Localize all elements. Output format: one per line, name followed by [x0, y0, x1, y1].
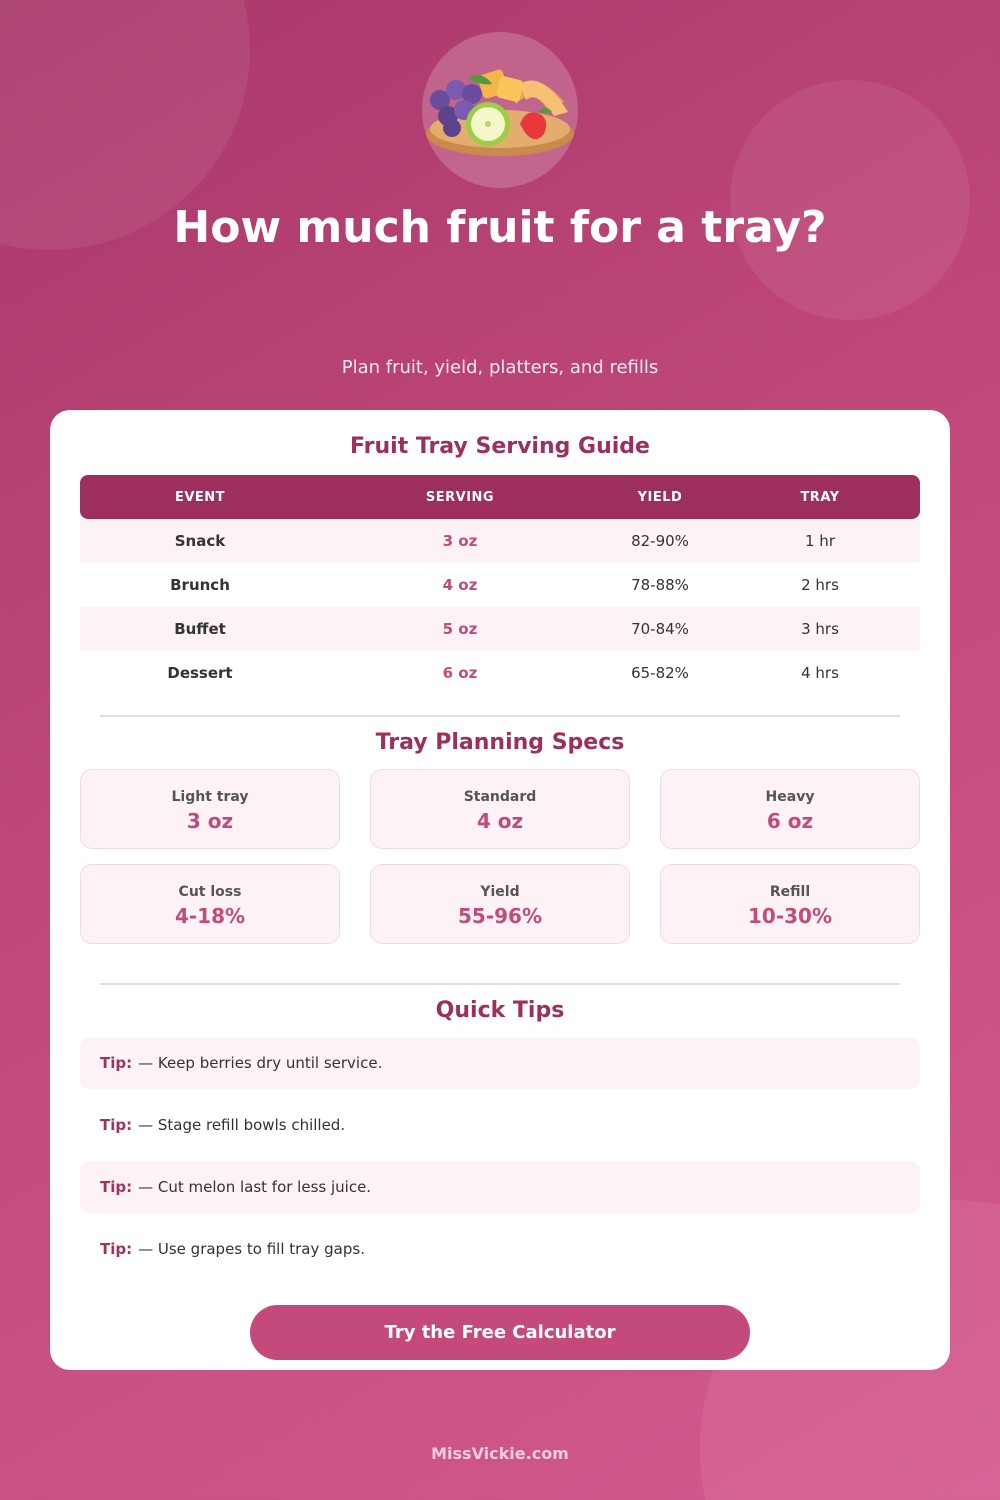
footer-site-link[interactable]: MissVickie.com: [431, 1444, 569, 1463]
tray-cell: 4 hrs: [801, 664, 839, 682]
spec-card-heavy: [660, 769, 920, 849]
page-title: How much fruit for a tray?: [173, 202, 827, 253]
decor-bubble: [730, 80, 970, 320]
spec-label: Yield: [480, 884, 520, 900]
section-divider: [100, 715, 900, 717]
event-cell: Buffet: [174, 620, 226, 638]
page-subtitle: Plan fruit, yield, platters, and refills: [341, 357, 659, 378]
tip-label: Tip:: [100, 1054, 133, 1072]
serving-cell: 3 oz: [442, 532, 478, 550]
content-card: [50, 410, 950, 1370]
serving-cell: 4 oz: [442, 576, 478, 594]
spec-card-standard: [370, 769, 630, 849]
spec-label: Standard: [463, 789, 537, 805]
tray-cell: 1 hr: [805, 532, 835, 550]
specs-title: Tray Planning Specs: [375, 730, 625, 755]
spec-card-cut-loss: [80, 864, 340, 944]
table-row: [80, 607, 920, 651]
section-divider: [100, 983, 900, 985]
table-row: [80, 519, 920, 563]
spec-card-yield: [370, 864, 630, 944]
tip-label: Tip:: [100, 1240, 133, 1258]
tips-title: Quick Tips: [435, 998, 565, 1023]
column-header: SERVING: [425, 489, 495, 505]
tip-item: [80, 1161, 920, 1213]
tip-label: Tip:: [100, 1116, 133, 1134]
tip-item: [80, 1223, 920, 1275]
yield-cell: 78-88%: [631, 576, 689, 594]
column-header: YIELD: [637, 489, 683, 505]
yield-cell: 65-82%: [631, 664, 689, 682]
spec-value: 10-30%: [747, 904, 832, 928]
spec-value: 4 oz: [476, 809, 524, 833]
spec-value: 3 oz: [186, 809, 234, 833]
tip-label: Tip:: [100, 1178, 133, 1196]
fruit-platter-icon: [422, 32, 578, 188]
column-header: EVENT: [174, 489, 226, 505]
spec-label: Cut loss: [178, 884, 242, 900]
serving-guide-table: [80, 475, 920, 695]
event-cell: Snack: [174, 532, 226, 550]
table-row: [80, 563, 920, 607]
spec-card-light-tray: [80, 769, 340, 849]
table-header: [80, 475, 920, 519]
tray-cell: 3 hrs: [801, 620, 839, 638]
table-row: [80, 651, 920, 695]
tip-text: — Stage refill bowls chilled.: [138, 1116, 346, 1134]
spec-label: Heavy: [765, 789, 815, 805]
tray-cell: 2 hrs: [801, 576, 839, 594]
tip-text: — Cut melon last for less juice.: [138, 1178, 372, 1196]
spec-label: Refill: [769, 884, 811, 900]
spec-value: 55-96%: [457, 904, 542, 928]
tip-text: — Use grapes to fill tray gaps.: [138, 1240, 365, 1258]
serving-cell: 5 oz: [442, 620, 478, 638]
yield-cell: 70-84%: [631, 620, 689, 638]
tip-item: [80, 1037, 920, 1089]
tip-item: [80, 1099, 920, 1151]
try-calculator-button[interactable]: Try the Free Calculator: [250, 1305, 750, 1360]
column-header: TRAY: [800, 489, 840, 505]
spec-card-refill: [660, 864, 920, 944]
event-cell: Dessert: [167, 664, 233, 682]
event-cell: Brunch: [170, 576, 230, 594]
spec-value: 4-18%: [174, 904, 246, 928]
serving-cell: 6 oz: [442, 664, 478, 682]
hero-icon-circle: [422, 32, 578, 188]
yield-cell: 82-90%: [631, 532, 689, 550]
spec-value: 6 oz: [766, 809, 814, 833]
spec-label: Light tray: [171, 789, 249, 805]
guide-title: Fruit Tray Serving Guide: [350, 434, 650, 459]
tip-text: — Keep berries dry until service.: [138, 1054, 383, 1072]
